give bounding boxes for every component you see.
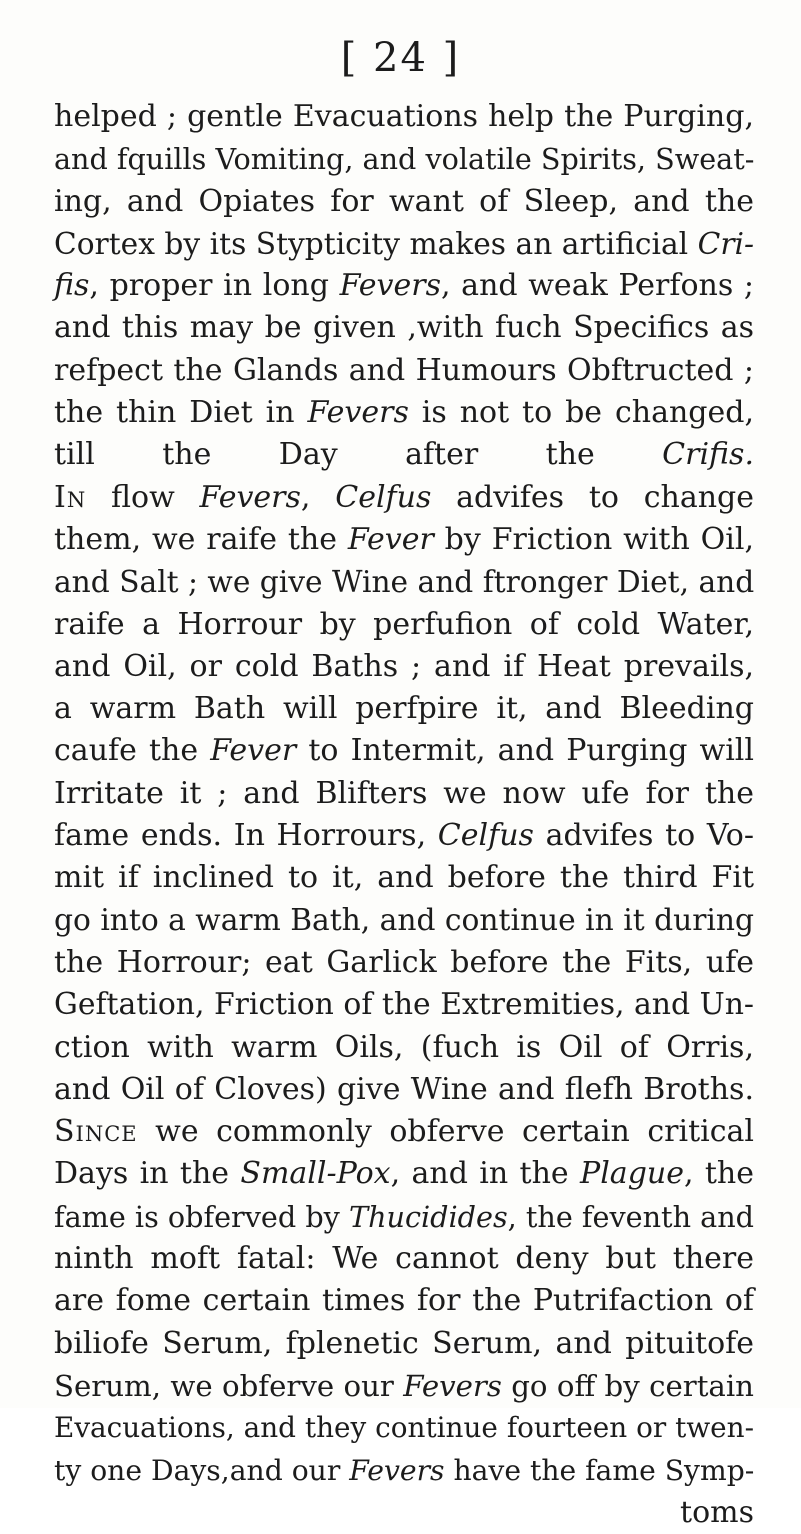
text-run: Irritate it ; and Blifters we now ufe for the bbox=[54, 775, 754, 811]
italic-text: Celfus bbox=[335, 479, 432, 515]
italic-text: Fever bbox=[210, 733, 297, 769]
text-run: ninth moft fatal: We cannot deny but there bbox=[54, 1241, 754, 1277]
text-run: fame ends. In Horrours, bbox=[54, 818, 438, 854]
text-run: by Friction with Oil, bbox=[433, 521, 754, 557]
text-run: and Oil of Cloves) give Wine and flefh Broths. bbox=[54, 1071, 754, 1107]
text-line bbox=[54, 307, 754, 349]
text-line bbox=[54, 815, 754, 857]
text-line bbox=[54, 773, 754, 815]
text-line bbox=[54, 1238, 754, 1280]
text-line bbox=[54, 1153, 754, 1195]
text-line bbox=[54, 392, 754, 434]
text-run: the thin Diet in bbox=[54, 395, 308, 431]
text-line bbox=[54, 561, 754, 603]
text-line bbox=[54, 1280, 754, 1322]
text-run: Evacuations, and they continue fourteen or twen- bbox=[54, 1411, 754, 1445]
text-run: a warm Bath will perfpire it, and Bleeding bbox=[54, 691, 754, 727]
text-line bbox=[54, 519, 754, 561]
text-run: go off by certain bbox=[501, 1368, 754, 1403]
text-run: have the fame Symp- bbox=[444, 1453, 755, 1487]
italic-text: Fevers bbox=[349, 1453, 445, 1487]
text-line bbox=[54, 646, 754, 688]
text-run: advifes to Vo- bbox=[533, 818, 754, 854]
text-line bbox=[54, 984, 754, 1026]
italic-text: Plague bbox=[580, 1156, 684, 1192]
text-line bbox=[54, 857, 754, 899]
page-number: [ 24 ] bbox=[340, 35, 461, 81]
text-run: and this may be given ,with fuch Specifics as bbox=[54, 310, 754, 346]
text-line bbox=[54, 942, 754, 984]
text-line bbox=[54, 1027, 754, 1069]
text-run: Cortex by its Stypticity makes an artificial bbox=[54, 225, 698, 261]
text-run: , proper in long bbox=[89, 268, 340, 304]
text-run: , bbox=[300, 479, 336, 515]
text-run: ing, and Opiates for want of Sleep, and the bbox=[54, 183, 754, 219]
text-run: , and weak Perfons ; bbox=[440, 268, 755, 304]
text-run: caufe the bbox=[54, 733, 211, 769]
italic-text: Thucidides bbox=[348, 1199, 508, 1234]
text-run: toms bbox=[680, 1494, 754, 1530]
text-run: mit if inclined to it, and before the third Fit bbox=[54, 860, 754, 896]
italic-text: Fevers bbox=[403, 1368, 502, 1403]
text-run: and Salt ; we give Wine and ftronger Diet, and bbox=[54, 564, 755, 600]
text-line bbox=[54, 688, 754, 730]
text-line bbox=[54, 96, 754, 138]
italic-text: Fever bbox=[347, 521, 434, 557]
text-line bbox=[54, 1492, 754, 1534]
text-run: , the feventh and bbox=[507, 1199, 754, 1234]
italic-text: Small-Pox bbox=[240, 1156, 391, 1192]
text-run: refpect the Glands and Humours Obftructed ; bbox=[54, 352, 754, 388]
text-run: ty one Days,and our bbox=[54, 1453, 350, 1487]
text-run: , the bbox=[683, 1156, 755, 1192]
text-line bbox=[54, 1069, 754, 1111]
text-run: we commonly obferve certain critical bbox=[137, 1114, 754, 1150]
text-line bbox=[54, 730, 754, 772]
text-run: flow bbox=[86, 479, 200, 515]
text-run: raife a Horrour by perfufion of cold Water, bbox=[54, 606, 754, 642]
small-caps-text: Since bbox=[54, 1114, 138, 1150]
text-line bbox=[54, 223, 754, 265]
italic-text: Cri- bbox=[697, 225, 754, 261]
text-run: ction with warm Oils, (fuch is Oil of Orris, bbox=[54, 1029, 754, 1065]
text-line bbox=[54, 350, 754, 392]
text-line bbox=[54, 900, 754, 942]
text-line bbox=[54, 477, 754, 519]
text-run: go into a warm Bath, and continue in it during bbox=[54, 902, 755, 938]
text-run: are fome certain times for the Putrifaction of bbox=[54, 1283, 754, 1319]
text-line bbox=[54, 181, 754, 223]
text-run: is not to be changed, bbox=[408, 395, 754, 431]
italic-text: Fevers bbox=[307, 395, 409, 431]
text-line bbox=[54, 1323, 754, 1365]
text-run: them, we raife the bbox=[54, 521, 348, 557]
text-line bbox=[54, 1365, 754, 1407]
text-run: biliofe Serum, fplenetic Serum, and pituitofe bbox=[54, 1325, 754, 1361]
body-text bbox=[54, 96, 754, 1534]
italic-text: Celfus bbox=[437, 818, 534, 854]
text-line bbox=[54, 1196, 754, 1238]
text-line bbox=[54, 265, 754, 307]
text-run: fame is obferved by bbox=[54, 1199, 349, 1234]
text-line bbox=[54, 1450, 754, 1492]
italic-text: fis bbox=[54, 268, 90, 304]
text-run: Serum, we obferve our bbox=[54, 1368, 404, 1403]
small-caps-text: In bbox=[54, 479, 87, 515]
italic-text: Crifis. bbox=[662, 437, 754, 473]
italic-text: Fevers bbox=[339, 268, 441, 304]
text-run: helped ; gentle Evacuations help the Purging, bbox=[54, 99, 754, 134]
text-run: till the Day after the bbox=[54, 437, 663, 473]
text-run: , and in the bbox=[390, 1156, 581, 1192]
text-run: and Oil, or cold Baths ; and if Heat prevails, bbox=[54, 648, 754, 684]
text-run: Geftation, Friction of the Extremities, and Un- bbox=[54, 987, 754, 1023]
text-line bbox=[54, 1407, 754, 1449]
text-run: advifes to change bbox=[431, 479, 755, 515]
text-line bbox=[54, 1111, 754, 1153]
text-line bbox=[54, 604, 754, 646]
text-line bbox=[54, 138, 754, 180]
text-run: Days in the bbox=[54, 1156, 241, 1192]
text-run: the Horrour; eat Garlick before the Fits, ufe bbox=[54, 944, 754, 980]
text-line bbox=[54, 434, 754, 476]
text-run: and fquills Vomiting, and volatile Spirits, Sweat- bbox=[54, 142, 755, 177]
italic-text: Fevers bbox=[199, 479, 301, 515]
text-run: to Intermit, and Purging will bbox=[296, 733, 754, 769]
